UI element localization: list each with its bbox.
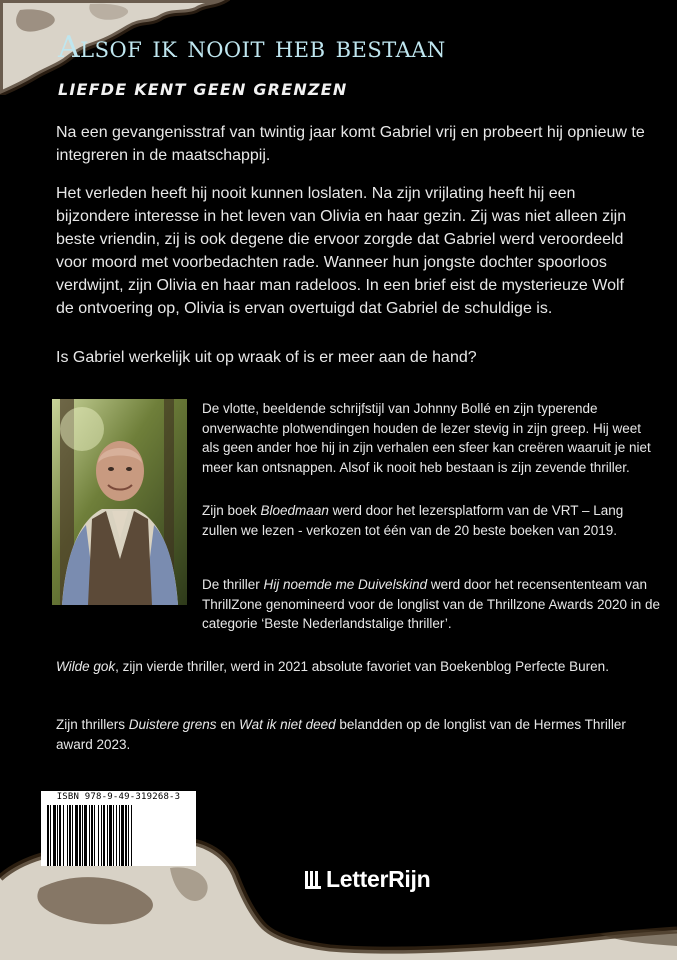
book-subtitle: LIEFDE KENT GEEN GRENZEN: [58, 80, 348, 99]
intro-paragraph-3: Is Gabriel werkelijk uit op wraak of is er meer aan de hand?: [56, 349, 477, 366]
letterrijn-logo-icon: [305, 869, 323, 891]
isbn-number: ISBN 978-9-49-319268-3: [56, 792, 181, 802]
publisher-logo: [305, 866, 430, 893]
publisher-name: LetterRijn: [326, 866, 431, 892]
intro-paragraph-2: Het verleden heeft hij nooit kunnen loslaten. Na zijn vrijlating heeft hij een bijzondere interesse in het leven van Olivia en haar gezin. Zij was niet alleen zijn beste vriendin, zij is ook degene die ervoor zorgde dat Gabriel werd veroordeeld voor moord met voorbedachten rade. Wanneer hun jongste dochter spoorloos verdwijnt, zijn Olivia en haar man radeloos. In een brief eist de mysterieuze Wolf de ontvoering op, Olivia is ervan overtuigd dat Gabriel de schuldige is.: [56, 185, 627, 317]
bio-paragraph-5: Zijn thrillers Duistere grens en Wat ik niet deed belandden op de longlist van de Hermes Thriller award 2023.: [56, 717, 626, 752]
bio-paragraph-4: Wilde gok, zijn vierde thriller, werd in 2021 absolute favoriet van Boekenblog Perfecte Buren.: [56, 659, 609, 674]
bio-paragraph-1: De vlotte, beeldende schrijfstijl van Johnny Bollé en zijn typerende onverwachte plotwendingen houden de lezer stevig in zijn greep. Hij weet als geen ander hoe hij in zijn verhalen een sfeer kan creëren waaruit je niet meer kan ontsnappen. Alsof ik nooit heb bestaan is zijn zevende thriller.: [202, 401, 651, 475]
isbn-barcode: [41, 791, 196, 866]
bio-paragraph-3: De thriller Hij noemde me Duivelskind werd door het recensententeam van ThrillZone genomineerd voor de longlist van de Thrillzone Awards 2020 in de categorie ‘Beste Nederlandstalige thriller’.: [202, 577, 661, 631]
barcode-bars: [47, 805, 190, 866]
intro-paragraph-1: Na een gevangenisstraf van twintig jaar komt Gabriel vrij en probeert hij opnieuw te integreren in de maatschappij.: [56, 124, 645, 164]
book-title: Alsof ik nooit heb bestaan: [58, 30, 446, 65]
bio-paragraph-2: Zijn boek Bloedmaan werd door het lezersplatform van de VRT – Lang zullen we lezen - verkozen tot één van de 20 beste boeken van 2019.: [202, 503, 624, 538]
author-photo: [52, 399, 187, 605]
